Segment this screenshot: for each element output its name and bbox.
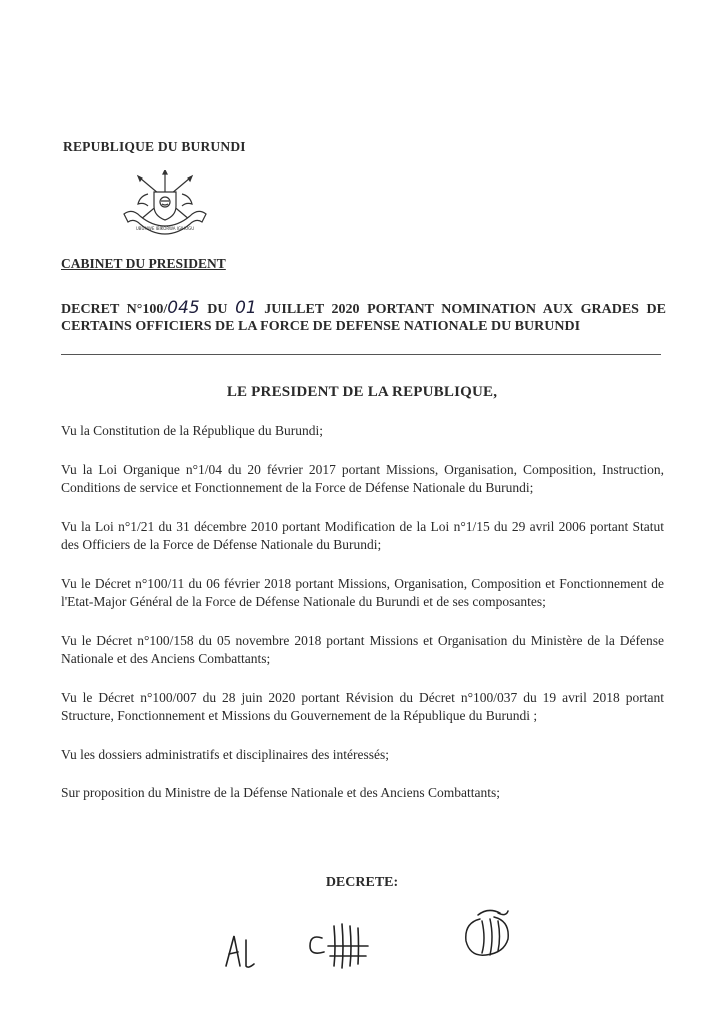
preamble-paragraph: Vu le Décret n°100/158 du 05 novembre 2018 portant Missions et Organisation du Ministère de la Défense Nationale et des Anciens Combattants; (61, 632, 664, 666)
decree-title (61, 300, 666, 335)
initials-signature-2 (306, 918, 372, 972)
republic-heading: REPUBLIQUE DU BURUNDI (63, 139, 246, 154)
decree-number-handwritten: 045 (167, 298, 200, 318)
preamble-paragraph: Sur proposition du Ministre de la Défense Nationale et des Anciens Combattants; (61, 785, 501, 800)
preamble-paragraph: Vu le Décret n°100/007 du 28 juin 2020 portant Révision du Décret n°100/037 du 19 avril 2018 portant Structure, Fonctionnement et Missions du Gouvernement de la République du Burundi ; (61, 689, 664, 723)
decree-title-prefix: DECRET N°100/ (61, 302, 168, 317)
cabinet-heading: CABINET DU PRESIDENT (61, 256, 226, 271)
preamble-paragraph: Vu le Décret n°100/11 du 06 février 2018 portant Missions, Organisation, Composition et Fonctionnement de l'Etat-Major Général de la Force de Défense Nationale du Burundi et de ses composantes; (61, 575, 664, 609)
preamble-paragraph: Vu la Loi n°1/21 du 31 décembre 2010 portant Modification de la Loi n°1/15 du 29 avril 2006 portant Statut des Officiers de la Force de Défense Nationale du Burundi; (61, 518, 664, 552)
president-heading: LE PRESIDENT DE LA REPUBLIQUE, (226, 384, 498, 400)
title-divider (61, 354, 661, 355)
preamble (61, 422, 664, 823)
decree-title-rest: JUILLET 2020 PORTANT NOMINATION AUX GRADES DE CERTAINS OFFICIERS DE LA FORCE DE DEFENSE NATIONALE DU BURUNDI (61, 302, 666, 334)
initials-signature-3 (458, 905, 522, 963)
emblem-motto: UBUMWE IBIKORWA IGIHUGU (135, 226, 195, 231)
decrete-heading: DECRETE: (325, 875, 399, 890)
decree-title-du: DU (199, 302, 236, 317)
burundi-coat-of-arms-icon (118, 170, 212, 242)
preamble-paragraph: Vu la Constitution de la République du Burundi; (61, 423, 324, 438)
preamble-paragraph: Vu les dossiers administratifs et disciplinaires des intéressés; (61, 746, 390, 762)
preamble-paragraph: Vu la Loi Organique n°1/04 du 20 février 2017 portant Missions, Organisation, Composition, Instruction, Conditions de service et Fonctionnement de la Force de Défense Nationale du Burundi; (61, 461, 664, 495)
decree-day-handwritten: 01 (235, 298, 257, 318)
initials-signature-1 (222, 926, 262, 972)
